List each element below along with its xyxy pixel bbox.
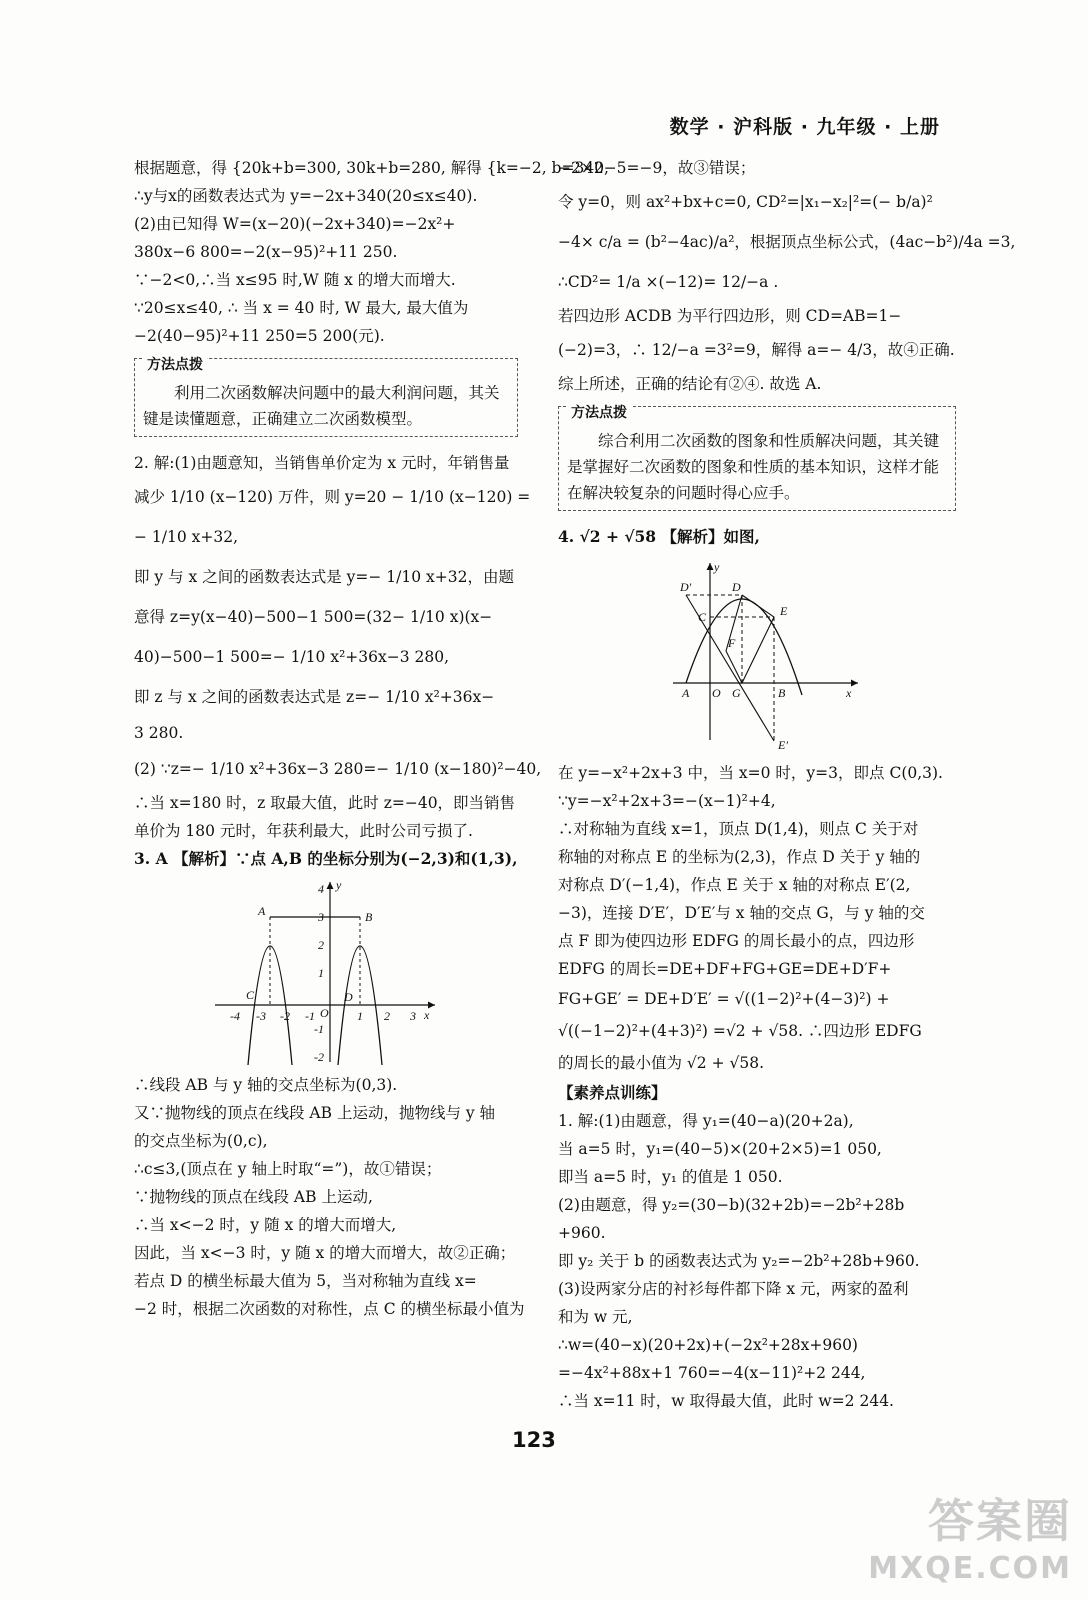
page-header: 数学 · 沪科版 · 九年级 · 上册 [669,116,940,138]
method-tip-title: 方法点拨 [143,354,207,374]
watermark-logo: 答案圈 [928,1494,1072,1548]
text-line: 即当 a=5 时，y₁ 的值是 1 050. [558,1168,783,1186]
text-line: ∵20≤x≤40, ∴ 当 x = 40 时, W 最大, 最大值为 [134,299,469,317]
method-tip-text: 综合利用二次函数的图象和性质解决问题，其关键是掌握好二次函数的图象和性质的基本知识，这样才能在解决较复杂的问题时得心应手。 [567,432,940,502]
tick-label: 4 [318,882,324,896]
text-line: =−4x²+88x+1 760=−4(x−11)²+2 244, [558,1364,866,1382]
point-label: O [712,686,721,700]
text-line: +960. [558,1224,606,1242]
text-line: 4. √2 + √58 【解析】如图, [558,527,760,546]
tick-label: 1 [357,1009,363,1023]
text-line: ∴线段 AB 与 y 轴的交点坐标为(0,3). [134,1076,398,1094]
text-line: 当 a=5 时，y₁=(40−5)×(20+2×5)=1 050, [558,1140,882,1158]
text-line: ∵−2<0,∴当 x≤95 时,W 随 x 的增大而增大. [134,271,456,289]
tick-label: -2 [280,1009,290,1023]
text-line: ∴当 x=11 时，w 取得最大值，此时 w=2 244. [558,1392,894,1410]
watermark [868,1485,1072,1586]
text-line: 若点 D 的横坐标最大值为 5，当对称轴为直线 x= [134,1272,477,1290]
text-line: 的交点坐标为(0,c), [134,1132,268,1150]
method-tip-title: 方法点拨 [567,402,631,422]
tick-label: 3 [410,1009,416,1023]
text-line: 380x−6 800=−2(x−95)²+11 250. [134,243,398,261]
text-line: (2)由已知得 W=(x−20)(−2x+340)=−2x²+ [134,215,456,233]
text-line: EDFG 的周长=DE+DF+FG+GE=DE+D′F+ [558,960,892,978]
tick-label: 2 [318,938,324,952]
text-line: 因此，当 x<−3 时，y 随 x 的增大而增大，故②正确； [134,1244,516,1262]
text-line: −2 时，根据二次函数的对称性，点 C 的横坐标最小值为 [134,1300,525,1318]
right-column [558,154,1016,1415]
point-label: G [732,686,741,700]
text-line: (−2)=3，∴ 12/−a =3²=9，解得 a=− 4/3，故④正确. [558,341,955,359]
graph-parabola-ab [210,877,450,1067]
text-line: (2) ∵z=− 1/10 x²+36x−3 280=− 1/10 (x−180)²−40, [134,760,542,778]
point-label: D [732,580,741,594]
text-line: 减少 1/10 (x−120) 万件，则 y=20 − 1/10 (x−120) = [134,488,531,506]
text-line: −4× c/a = (b²−4ac)/a²，根据顶点坐标公式，(4ac−b²)/4a =3, [558,233,1016,251]
text-line: ∴w=(40−x)(20+2x)+(−2x²+28x+960) [558,1336,858,1354]
text-line: 3. A 【解析】∵点 A,B 的坐标分别为(−2,3)和(1,3), [134,849,518,868]
point-label: x [846,686,852,700]
text-line: 令 y=0，则 ax²+bx+c=0, CD²=|x₁−x₂|²=(− b/a)² [558,193,933,211]
text-line: ∵抛物线的顶点在线段 AB 上运动, [134,1188,373,1206]
tick-label: 1 [318,966,324,980]
text-line: 1. 解:(1)由题意，得 y₁=(40−a)(20+2a), [558,1112,854,1130]
text-line: ∴对称轴为直线 x=1，顶点 D(1,4)，则点 C 关于对 [558,820,919,838]
text-line: − 1/10 x+32, [134,528,239,546]
text-line: 和为 w 元, [558,1308,633,1326]
point-label: D′ [680,580,692,594]
text-line: 综上所述，正确的结论有②④. 故选 A. [558,375,822,393]
tick-label: 3 [318,910,324,924]
point-label: F [728,636,736,650]
text-line: 2. 解:(1)由题意知，当销售单价定为 x 元时，年销售量 [134,454,510,472]
text-line: √((−1−2)²+(4+3)²) =√2 + √58. ∴四边形 EDFG [558,1022,922,1040]
text-line: 单价为 180 元时，年获利最大，此时公司亏损了. [134,822,473,840]
text-line: 称轴的对称点 E 的坐标为(2,3)，作点 D 关于 y 轴的 [558,848,921,866]
method-tip-box [558,406,956,511]
text-line: 点 F 即为使四边形 EDFG 的周长最小的点，四边形 [558,932,915,950]
tick-label: 2 [384,1009,390,1023]
text-line: 若四边形 ACDB 为平行四边形，则 CD=AB=1− [558,307,902,325]
text-line: (3)设两家分店的衬衫每件都下降 x 元，两家的盈利 [558,1280,909,1298]
text-line: 在 y=−x²+2x+3 中，当 x=0 时，y=3，即点 C(0,3). [558,764,943,782]
text-line: ∴当 x<−2 时，y 随 x 的增大而增大, [134,1216,397,1234]
method-tip-text: 利用二次函数解决问题中的最大利润问题，其关键是读懂题意，正确建立二次函数模型。 [143,384,500,428]
text-line: (2)由题意，得 y₂=(30−b)(32+2b)=−2b²+28b [558,1196,905,1214]
point-label: y [714,560,720,574]
text-line: 又∵抛物线的顶点在线段 AB 上运动，抛物线与 y 轴 [134,1104,496,1122]
point-label: B [365,910,373,924]
point-label: B [778,686,786,700]
tick-label: -2 [314,1050,324,1064]
axis-label: x [424,1008,430,1022]
text-line: 根据题意，得 {20k+b=300, 30k+b=280, 解得 {k=−2, b=340, [134,159,609,177]
text-line: 40)−500−1 500=− 1/10 x²+36x−3 280, [134,648,450,666]
page-number: 123 [512,1428,556,1452]
text-line: 即 z 与 x 之间的函数表达式是 z=− 1/10 x²+36x− [134,688,495,706]
text-line: 意得 z=y(x−40)−500−1 500=(32− 1/10 x)(x− [134,608,493,626]
text-line: 的周长的最小值为 √2 + √58. [558,1054,765,1072]
axis-label: y [336,878,342,892]
method-tip-box [134,358,518,437]
text-line: −2(40−95)²+11 250=5 200(元). [134,327,385,345]
watermark-url: MXQE.COM [868,1551,1072,1586]
point-label: E [780,604,788,618]
tick-label: -4 [230,1009,240,1023]
text-line: FG+GE′ = DE+D′E′ = √((1−2)²+(4−3)²) + [558,990,890,1008]
text-line: ∴CD²= 1/a ×(−12)= 12/−a . [558,273,779,291]
point-label: A [258,904,266,918]
text-line: 即 y₂ 关于 b 的函数表达式为 y₂=−2b²+28b+960. [558,1252,920,1270]
text-line: ∴c≤3,(顶点在 y 轴上时取“=”)，故①错误； [134,1160,442,1178]
text-line: 3 280. [134,724,184,742]
graph-quadrilateral-edfg [668,555,868,755]
text-line: 对称点 D′(−1,4)，作点 E 关于 x 轴的对称点 E′(2, [558,876,911,894]
text-line: ∴当 x=180 时，z 取最大值，此时 z=−40，即当销售 [134,794,516,812]
text-line: −2×2−5=−9，故③错误； [558,159,756,177]
point-label: D [344,990,353,1004]
point-label: E′ [778,738,788,752]
point-label: C [246,988,255,1002]
tick-label: -3 [256,1009,266,1023]
tick-label: -1 [305,1009,315,1023]
point-label: A [682,686,690,700]
point-label: C [698,610,707,624]
text-line: 即 y 与 x 之间的函数表达式是 y=− 1/10 x+32，由题 [134,568,514,586]
text-line: −3)，连接 D′E′，D′E′与 x 轴的交点 G，与 y 轴的交 [558,904,925,922]
section-title: 【素养点训练】 [558,1083,667,1102]
text-line: ∴y与x的函数表达式为 y=−2x+340(20≤x≤40). [134,187,478,205]
tick-label: O [320,1006,329,1020]
text-line: ∵y=−x²+2x+3=−(x−1)²+4, [558,792,776,810]
tick-label: -1 [314,1022,324,1036]
